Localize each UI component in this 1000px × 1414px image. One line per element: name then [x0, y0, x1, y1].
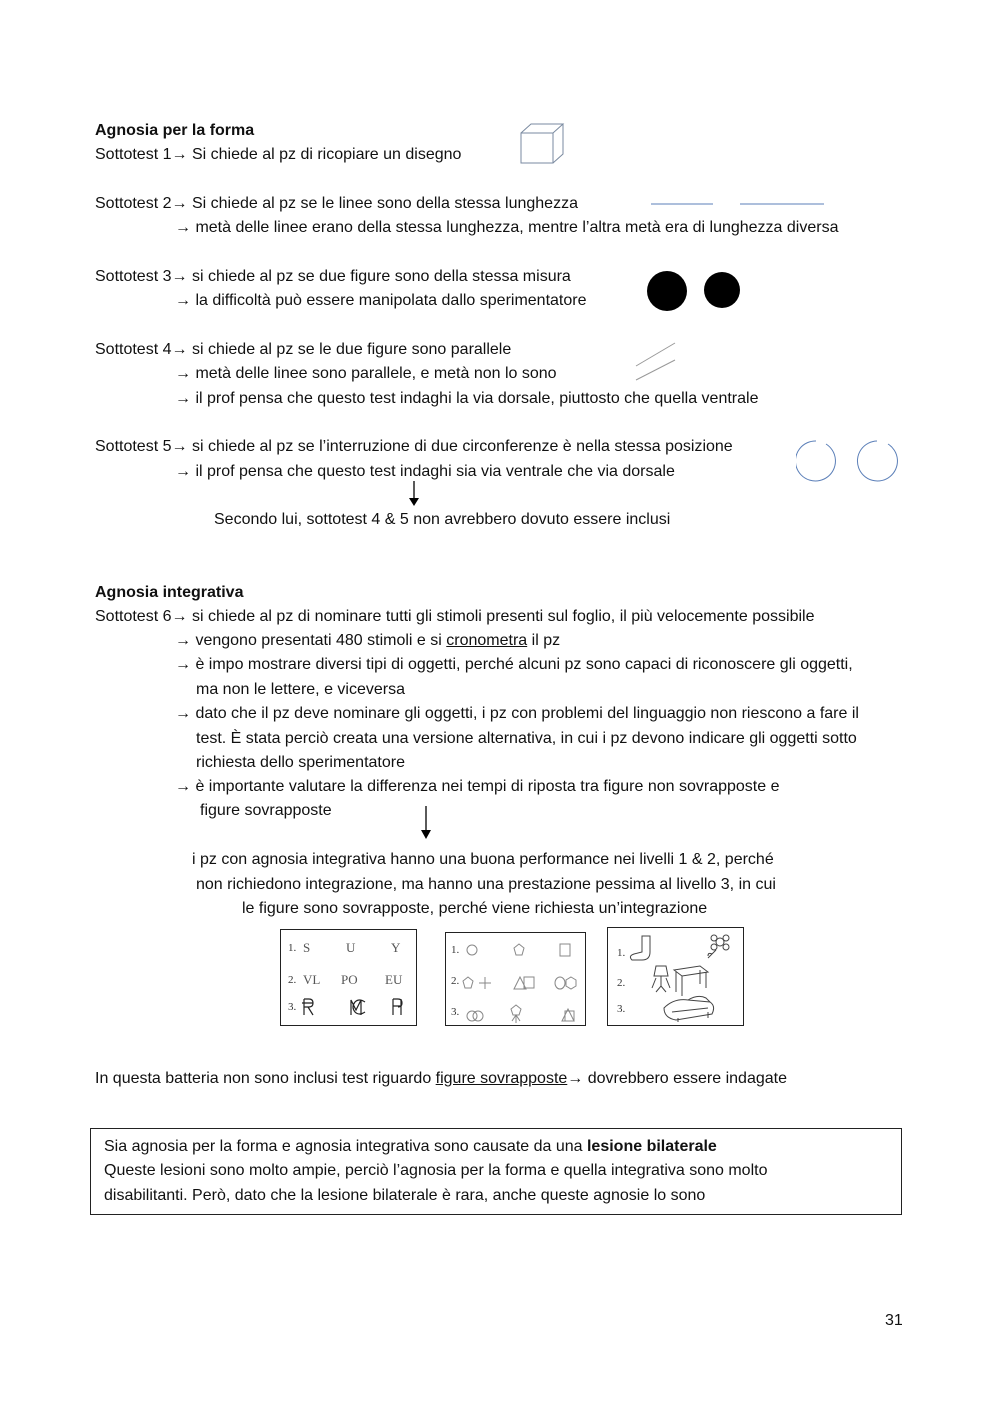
subtest-6-bullet-4-line-2: figure sovrapposte — [200, 802, 332, 819]
subtest-2-text: Sottotest 2→ Si chiede al pz se le linee sono della stessa lunghezza — [95, 195, 578, 212]
summary-line-3: disabilitanti. Però, dato che la lesione bilaterale è rara, anche queste agnosie lo sono — [104, 1187, 706, 1204]
line-length-stimuli-icon — [648, 198, 828, 208]
figure-sovrapposte-link: figure sovrapposte — [435, 1070, 568, 1087]
subtest-5-text: Sottotest 5→ si chiede al pz se l’interruzione di due circonferenze è nella stessa posizione — [95, 438, 733, 455]
summary-line-2: Queste lesioni sono molto ampie, perciò l’agnosia per la forma e quella integrativa sono molto — [104, 1162, 768, 1179]
integrative-conclusion-line-3: le figure sono sovrapposte, perché viene richiesta un’integrazione — [242, 900, 708, 917]
down-arrow-icon-2 — [419, 806, 433, 840]
subtests-conclusion: Secondo lui, sottotest 4 & 5 non avrebbero dovuto essere inclusi — [214, 511, 671, 528]
cronometra-link: cronometra — [446, 632, 528, 649]
subtest-6-bullet-1 — [175, 631, 560, 651]
subtest-6-bullet-3-line-2: test. È stata perciò creata una versione alternativa, in cui i pz devono indicare gli oggetti sotto — [196, 730, 857, 747]
level-3-number: 3. — [451, 1006, 460, 1018]
bullet-1-post: il pz — [527, 632, 561, 649]
level-1-number: 1. — [451, 944, 460, 956]
subtest-6-bullet-4-line-1: → è importante valutare la differenza nei tempi di riposta tra figure non sovrapposte e — [175, 778, 780, 795]
subtest-4-note-1: → metà delle linee sono parallele, e metà non lo sono — [175, 365, 557, 382]
subtest-4-note-2: → il prof pensa che questo test indaghi la via dorsale, piuttosto che quella ventrale — [175, 390, 759, 407]
gap-circles-stimuli-icon — [796, 436, 906, 486]
level-2-number: 2. — [617, 977, 626, 989]
letter-stimulus: VL — [303, 972, 321, 987]
geometric-shapes-icon — [460, 937, 584, 1023]
level-2-number: 2. — [451, 975, 460, 987]
flower-icon — [708, 935, 729, 958]
subtest-3-text: Sottotest 3→ si chiede al pz se due figure sono della stessa misura — [95, 268, 571, 285]
subtest-6-bullet-3-line-3: richiesta dello sperimentatore — [196, 754, 405, 771]
battery-note-post: → dovrebbero essere indagate — [567, 1070, 787, 1087]
page-number: 31 — [885, 1312, 903, 1329]
size-circles-stimuli-icon — [644, 268, 744, 314]
bullet-1-pre: → vengono presentati 480 stimoli e si — [175, 632, 447, 649]
subtest-6-bullet-2-line-2: ma non le lettere, e viceversa — [196, 681, 405, 698]
shapes-stimuli-figure — [445, 932, 586, 1026]
battery-note — [95, 1069, 787, 1089]
integrative-conclusion-line-2: non richiedono integrazione, ma hanno una prestazione pessima al livello 3, in cui — [196, 876, 776, 893]
level-2-number: 2. — [288, 974, 297, 986]
letter-stimulus: Y — [391, 940, 401, 955]
section-heading-form-agnosia: Agnosia per la forma — [95, 122, 255, 139]
subtest-6-bullet-3-line-1: → dato che il pz deve nominare gli oggetti, i pz con problemi del linguaggio non riescono a fare il — [175, 705, 859, 722]
battery-note-pre: In questa batteria non sono inclusi test riguardo — [95, 1070, 436, 1087]
letters-stimuli-figure — [280, 929, 417, 1026]
chair-bed-icon — [664, 996, 714, 1022]
letter-stimulus: PO — [341, 972, 358, 987]
level-1-number: 1. — [617, 947, 626, 959]
level-1-number: 1. — [288, 942, 297, 954]
integrative-conclusion-line-1: i pz con agnosia integrativa hanno una buona performance nei livelli 1 & 2, perché — [192, 851, 774, 868]
down-arrow-icon — [407, 481, 421, 507]
object-drawings-icon — [628, 930, 740, 1022]
subtest-5-note: → il prof pensa che questo test indaghi sia via ventrale che via dorsale — [175, 463, 675, 480]
summary-box — [90, 1128, 902, 1215]
subtest-6-text: Sottotest 6→ si chiede al pz di nominare tutti gli stimoli presenti sul foglio, il più velocemente possibile — [95, 608, 815, 625]
parallel-lines-stimuli-icon — [632, 340, 680, 384]
summary-line-1 — [104, 1137, 717, 1157]
summary-line-1-pre: Sia agnosia per la forma e agnosia integrativa sono causate da una — [104, 1138, 587, 1155]
level-3-number: 3. — [288, 1001, 297, 1013]
subtest-4-text: Sottotest 4→ si chiede al pz se le due figure sono parallele — [95, 341, 512, 358]
letter-stimulus: S — [303, 940, 311, 955]
subtest-6-bullet-2-line-1: → è impo mostrare diversi tipi di oggetti, perché alcuni pz sono capaci di riconoscere gli oggetti, — [175, 656, 853, 673]
letter-stimulus: EU — [385, 972, 403, 987]
section-heading-integrative-agnosia: Agnosia integrativa — [95, 584, 244, 601]
level-3-number: 3. — [617, 1003, 626, 1015]
lamp-table-icon — [652, 966, 708, 996]
cube-drawing-icon — [518, 121, 568, 167]
letter-stimulus: U — [346, 940, 356, 955]
sock-icon — [630, 936, 650, 960]
subtest-2-note: → metà delle linee erano della stessa lunghezza, mentre l’altra metà era di lunghezza diversa — [175, 219, 839, 236]
subtest-1-text: Sottotest 1→ Si chiede al pz di ricopiare un disegno — [95, 146, 462, 163]
subtest-3-note: → la difficoltà può essere manipolata dallo sperimentatore — [175, 292, 587, 309]
objects-stimuli-figure — [607, 927, 744, 1026]
overlapping-letters-icon — [301, 996, 411, 1018]
summary-bold-term: lesione bilaterale — [586, 1138, 717, 1155]
